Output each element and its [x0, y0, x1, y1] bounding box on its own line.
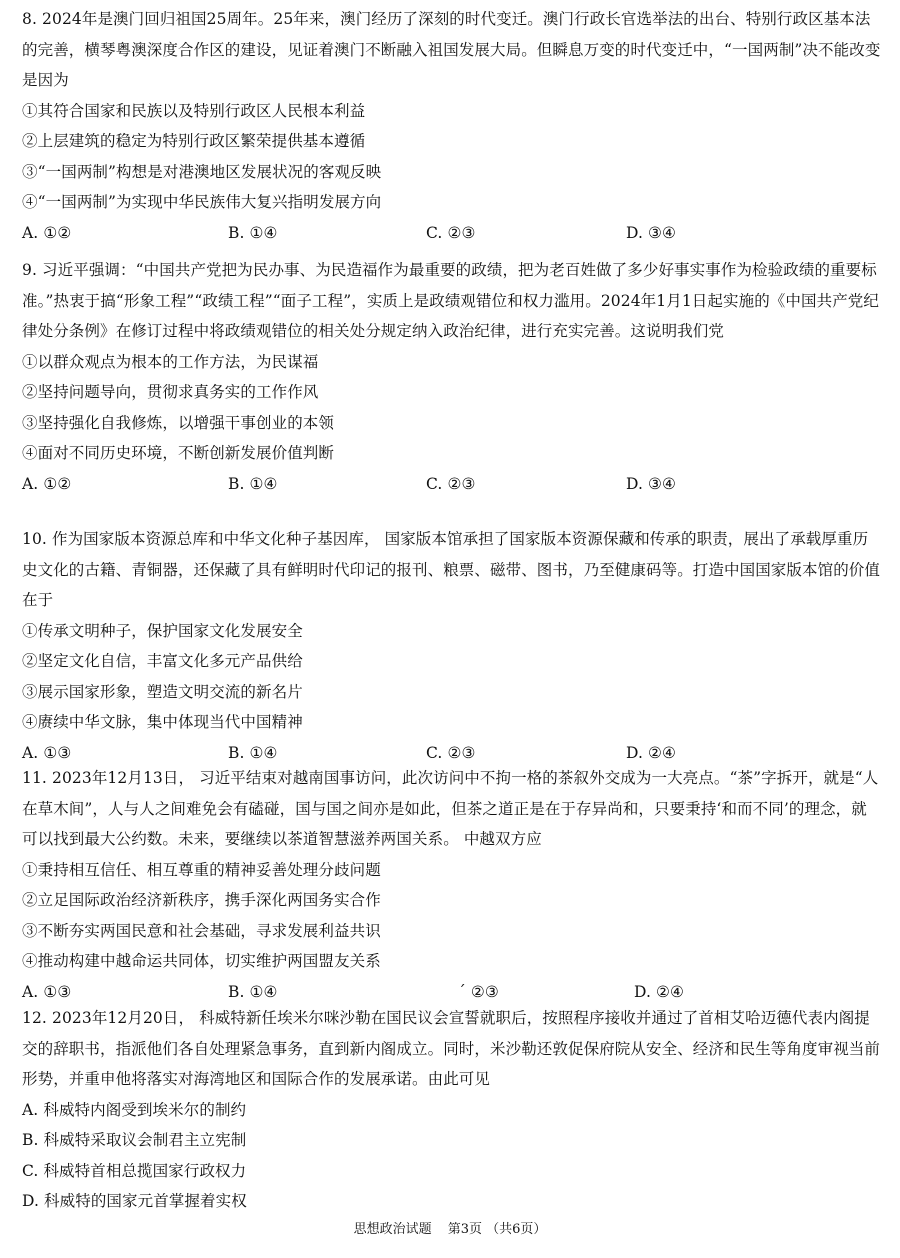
option-4: ④“一国两制”为实现中华民族伟大复兴指明发展方向	[22, 193, 382, 211]
answer-choices	[22, 218, 882, 249]
option-3: ③坚持强化自我修炼，以增强干事创业的本领	[22, 413, 335, 432]
choice-b: B. ①④	[228, 982, 278, 1001]
footer-subject: 思想政治试题	[353, 1222, 432, 1237]
option-2: ②坚定文化自信，丰富文化多元产品供给	[22, 652, 303, 670]
option-1: ①传承文明种子，保护国家文化发展安全	[22, 621, 303, 640]
choice-b: B. ①④	[228, 223, 278, 242]
option-b: B. 科威特采取议会制君主立宪制	[22, 1131, 247, 1149]
choice-a: A. ①③	[22, 982, 72, 1001]
choice-c: ´ ②③	[458, 982, 499, 1001]
option-d: D. 科威特的国家元首掌握着实权	[22, 1192, 247, 1210]
choice-a: A. ①②	[22, 474, 72, 493]
question-stem: 9. 习近平强调：“中国共产党把为民办事、为民造福作为最重要的政绩，把为老百姓做了多少好事实事作为检验政绩的重要标准。”热衷于搞“形象工程”“政绩工程”“面子工程”，实质上是政绩观错位和权力滥用。2024年1月1日起实施的《中国共产党纪律处分条例》在修订过程中将政绩观错位的相关处分规定纳入政治纪律，进行充实完善。这说明我们党	[22, 261, 879, 340]
question-stem: 11. 2023年12月13日， 习近平结束对越南国事访问，此次访问中不拘一格的茶叙外交成为一大亮点。“茶”字拆开，就是“人在草木间”，人与人之间难免会有磕碰，国与国之间亦是如此，但茶之道正是在于存异尚和，只要秉持‘和而不同’的理念，就可以找到最大公约数。未来，要继续以茶道智慧滋养两国关系。 中越双方应	[22, 769, 879, 848]
choice-b: B. ①④	[228, 743, 278, 762]
option-a: A. 科威特内阁受到埃米尔的制约	[22, 1100, 247, 1119]
choice-c: C. ②③	[426, 743, 476, 762]
choice-d: D. ③④	[626, 474, 677, 493]
page-footer	[0, 1218, 900, 1237]
option-c: C. 科威特首相总揽国家行政权力	[22, 1161, 247, 1180]
choice-c: C. ②③	[426, 474, 476, 493]
option-3: ③展示国家形象，塑造文明交流的新名片	[22, 682, 303, 701]
option-2: ②立足国际政治经济新秩序，携手深化两国务实合作	[22, 891, 381, 909]
option-2: ②上层建筑的稳定为特别行政区繁荣提供基本遵循	[22, 132, 366, 150]
option-1: ①以群众观点为根本的工作方法，为民谋福	[22, 352, 319, 371]
option-4: ④推动构建中越命运共同体，切实维护两国盟友关系	[22, 952, 381, 970]
choice-d: D. ②④	[626, 743, 677, 762]
question-12	[22, 1003, 882, 1217]
choice-a: A. ①②	[22, 223, 72, 242]
choice-a: A. ①③	[22, 743, 72, 762]
option-4: ④面对不同历史环境，不断创新发展价值判断	[22, 444, 335, 462]
question-11	[22, 763, 882, 1007]
option-1: ①秉持相互信任、相互尊重的精神妥善处理分歧问题	[22, 860, 381, 879]
choice-b: B. ①④	[228, 474, 278, 493]
footer-page-number: 第3页 （共6页）	[447, 1222, 547, 1237]
choice-d: D. ③④	[626, 223, 677, 242]
question-stem: 10. 作为国家版本资源总库和中华文化种子基因库， 国家版本馆承担了国家版本资源保藏和传承的职责，展出了承载厚重历史文化的古籍、青铜器，还保藏了具有鲜明时代印记的报刊、粮票、磁带、图书，乃至健康码等。打造中国国家版本馆的价值在于	[22, 530, 881, 609]
question-8	[22, 0, 882, 248]
option-4: ④赓续中华文脉，集中体现当代中国精神	[22, 713, 303, 731]
choice-d: D. ②④	[634, 982, 685, 1001]
option-3: ③不断夯实两国民意和社会基础，寻求发展利益共识	[22, 921, 381, 940]
question-stem: 8. 2024年是澳门回归祖国25周年。25年来，澳门经历了深刻的时代变迁。澳门行政长官选举法的出台、特别行政区基本法的完善，横琴粤澳深度合作区的建设，见证着澳门不断融入祖国发展大局。但瞬息万变的时代变迁中，“一国两制”决不能改变 是因为	[22, 10, 881, 89]
option-1: ①其符合国家和民族以及特别行政区人民根本利益	[22, 101, 366, 120]
answer-choices	[22, 469, 882, 500]
question-stem: 12. 2023年12月20日， 科威特新任埃米尔咪沙勒在国民议会宣誓就职后，按照程序接收并通过了首相艾哈迈德代表内阁提交的辞职书，指派他们各自处理紧急事务，直到新内阁成立。同时，米沙勒还敦促保府院从安全、经济和民生等角度审视当前形势，并重申他将落实对海湾地区和国际合作的发展承诺。由此可见	[22, 1009, 881, 1088]
question-9	[22, 255, 882, 499]
choice-c: C. ②③	[426, 223, 476, 242]
option-3: ③“一国两制”构想是对港澳地区发展状况的客观反映	[22, 162, 382, 181]
option-2: ②坚持问题导向，贯彻求真务实的工作作风	[22, 383, 319, 401]
question-10	[22, 524, 882, 768]
